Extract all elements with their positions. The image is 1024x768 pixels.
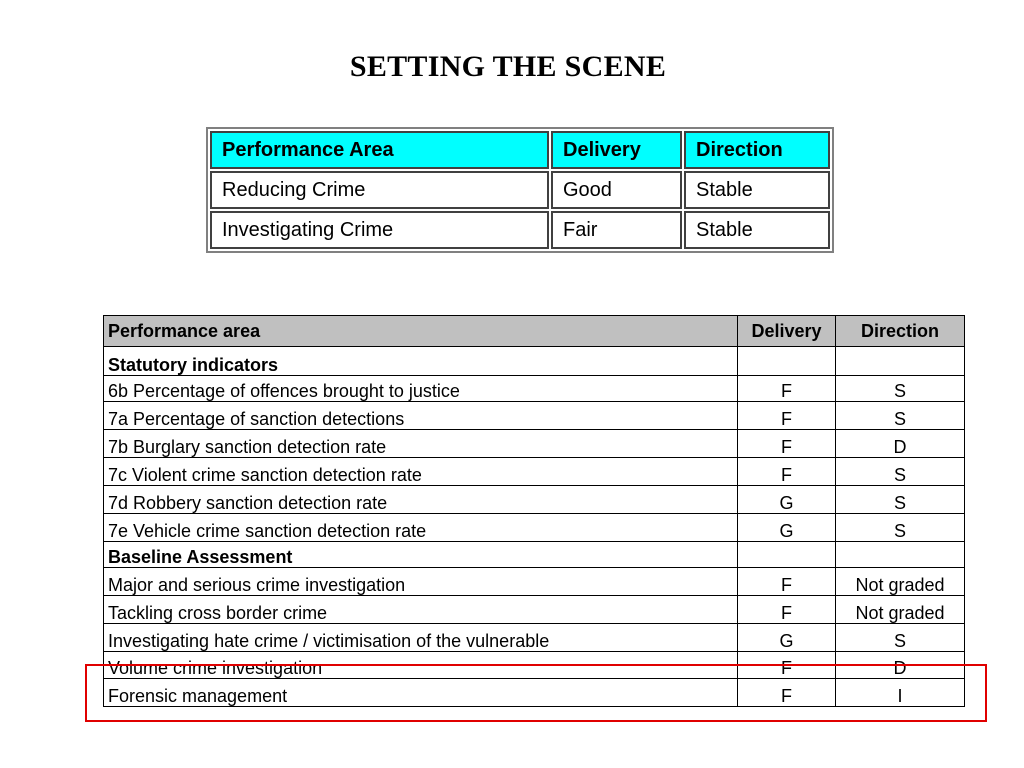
detail-cell-area: 6b Percentage of offences brought to justice [104, 376, 738, 402]
detail-cell-direction: D [836, 652, 965, 679]
detail-cell-area: 7e Vehicle crime sanction detection rate [104, 514, 738, 542]
detail-row [104, 514, 965, 542]
detail-header-delivery: Delivery [738, 316, 836, 347]
detail-cell-direction: Not graded [836, 568, 965, 596]
summary-cell-area: Reducing Crime [210, 171, 549, 209]
detail-cell-direction [836, 542, 965, 568]
detail-cell-delivery: F [738, 679, 836, 707]
summary-row [210, 211, 830, 249]
detail-cell-direction: S [836, 376, 965, 402]
summary-header-direction: Direction [684, 131, 830, 169]
summary-cell-direction: Stable [684, 211, 830, 249]
detail-row [104, 596, 965, 624]
detail-cell-delivery: F [738, 402, 836, 430]
detail-cell-area: Statutory indicators [104, 347, 738, 376]
page-title: SETTING THE SCENE [349, 50, 667, 83]
detail-cell-area: 7c Violent crime sanction detection rate [104, 458, 738, 486]
detail-cell-delivery: G [738, 514, 836, 542]
detail-row [104, 486, 965, 514]
summary-header-delivery: Delivery [551, 131, 682, 169]
detail-row [104, 624, 965, 652]
detail-row [104, 458, 965, 486]
detail-section-row [104, 347, 965, 376]
detail-cell-direction: S [836, 486, 965, 514]
summary-cell-direction: Stable [684, 171, 830, 209]
detail-row [104, 376, 965, 402]
summary-row [210, 171, 830, 209]
summary-header-area: Performance Area [210, 131, 549, 169]
detail-cell-delivery: G [738, 486, 836, 514]
detail-cell-delivery: F [738, 376, 836, 402]
detail-cell-delivery: F [738, 458, 836, 486]
summary-header-row [210, 131, 830, 169]
detail-row [104, 430, 965, 458]
detail-cell-direction: S [836, 402, 965, 430]
detail-cell-area: 7a Percentage of sanction detections [104, 402, 738, 430]
detail-cell-direction: S [836, 624, 965, 652]
detail-cell-area: Forensic management [104, 679, 738, 707]
detail-cell-delivery: F [738, 568, 836, 596]
detail-row [104, 402, 965, 430]
detail-cell-direction [836, 347, 965, 376]
detail-cell-area: Major and serious crime investigation [104, 568, 738, 596]
detail-cell-direction: I [836, 679, 965, 707]
detail-cell-area: Volume crime investigation [104, 652, 738, 679]
summary-cell-area: Investigating Crime [210, 211, 549, 249]
detail-cell-direction: Not graded [836, 596, 965, 624]
summary-table [206, 127, 834, 253]
detail-cell-delivery: G [738, 624, 836, 652]
detail-header-area: Performance area [104, 316, 738, 347]
detail-row [104, 568, 965, 596]
detail-cell-delivery: F [738, 430, 836, 458]
detail-cell-delivery [738, 347, 836, 376]
detail-cell-delivery: F [738, 652, 836, 679]
detail-cell-area: 7d Robbery sanction detection rate [104, 486, 738, 514]
detail-row [104, 652, 965, 679]
detail-cell-direction: S [836, 458, 965, 486]
detail-section-row [104, 542, 965, 568]
detail-header-direction: Direction [836, 316, 965, 347]
detail-row [104, 679, 965, 707]
detail-cell-area: Investigating hate crime / victimisation of the vulnerable [104, 624, 738, 652]
detail-cell-area: 7b Burglary sanction detection rate [104, 430, 738, 458]
detail-cell-area: Tackling cross border crime [104, 596, 738, 624]
summary-cell-delivery: Fair [551, 211, 682, 249]
summary-cell-delivery: Good [551, 171, 682, 209]
detail-cell-direction: S [836, 514, 965, 542]
detail-cell-area: Baseline Assessment [104, 542, 738, 568]
detail-cell-direction: D [836, 430, 965, 458]
detail-cell-delivery [738, 542, 836, 568]
detail-header-row [104, 316, 965, 347]
detail-table [103, 315, 965, 707]
detail-cell-delivery: F [738, 596, 836, 624]
